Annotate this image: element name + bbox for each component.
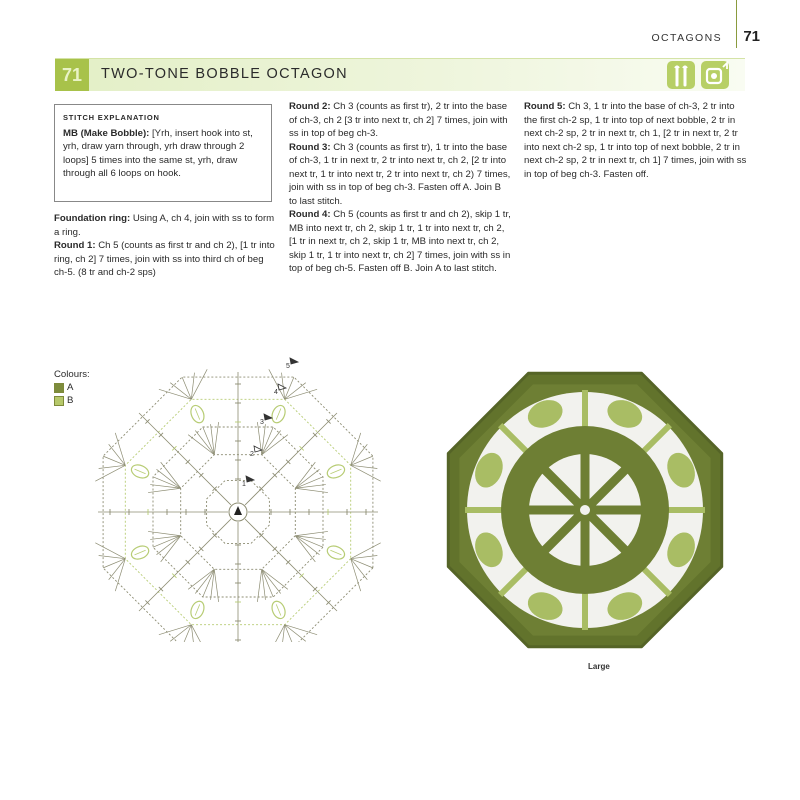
fan-stitch: [191, 373, 194, 400]
fan-stitch: [95, 543, 125, 559]
section-label: OCTAGONS: [651, 32, 722, 44]
foundation-label: Foundation ring:: [54, 213, 131, 224]
fan-stitch: [351, 543, 381, 559]
join-marker-icon: [278, 384, 286, 390]
photo-center-hole: [580, 505, 590, 515]
round-5-label: Round 5:: [524, 101, 566, 112]
fan-stitch: [269, 625, 285, 642]
round-number-label: 1: [242, 481, 246, 488]
treble-stitch: [139, 413, 231, 505]
foundation-text: Using A, ch 4, join with ss to form a ring.: [54, 213, 275, 238]
fan-stitch: [285, 625, 317, 635]
fan-stitch: [99, 465, 126, 468]
fan-stitch: [95, 465, 125, 481]
bobble-stitch-core: [330, 550, 341, 555]
fan-stitch: [351, 556, 378, 559]
bobble-stitch-core: [195, 409, 200, 420]
fan-stitch: [99, 556, 126, 559]
round-number-label: 2: [250, 451, 254, 458]
round-2-text: Ch 3 (counts as first tr), 2 tr into the base of ch-3, ch 2 [3 tr into next tr, ch 2] 7 times, join with ss in top of beg ch-3.: [289, 101, 508, 139]
instructions-column-2: [289, 100, 511, 276]
finished-octagon-photo: [420, 350, 750, 680]
pattern-title: TWO-TONE BOBBLE OCTAGON: [101, 66, 348, 82]
round-4-paragraph: [289, 208, 511, 276]
page-number: 71: [743, 28, 760, 45]
fan-stitch: [115, 559, 125, 591]
round-1-paragraph: [54, 239, 276, 280]
round-3-paragraph: [289, 141, 511, 209]
legend-label-b: B: [67, 395, 74, 406]
bobble-stitch-core: [195, 604, 200, 615]
join-marker-icon: [290, 358, 298, 364]
round-1-text: Ch 5 (counts as first tr and ch 2), [1 tr into ring, ch 2] 7 times, join with ss into third ch of beg ch-5. (8 tr and ch-2 sps): [54, 240, 275, 278]
stitch-spoke: [235, 522, 241, 642]
round-2-paragraph: [289, 100, 511, 141]
stitch-spoke: [98, 509, 228, 515]
round-1-label: Round 1:: [54, 240, 96, 251]
start-arrow-icon: [234, 506, 242, 515]
round-3-text: Ch 3 (counts as first tr), 1 tr into the base of ch-3, 1 tr in next tr, 2 tr into next tr, ch 2, [2 tr into next tr, 1 tr into next tr, 2 tr into next tr, ch 2) 7 times, join with ss in top of beg ch-3. Fasten off A. Join B to last stitch.: [289, 141, 511, 207]
legend-title: Colours:: [54, 369, 90, 380]
round-3-label: Round 3:: [289, 141, 331, 153]
fan-stitch: [159, 389, 191, 399]
fan-stitch: [351, 465, 381, 481]
fan-stitch: [351, 559, 361, 591]
hook-pair-icon: [667, 61, 695, 89]
fan-stitch: [191, 369, 207, 399]
round-number-label: 5: [286, 363, 290, 370]
fan-stitch: [191, 625, 207, 642]
join-marker-icon: [246, 476, 254, 482]
photo-caption: Large: [588, 662, 610, 671]
legend-swatch-a: [54, 383, 64, 393]
stitch-text: [Yrh, insert hook into st, yrh, draw yarn through, yrh draw through 2 loops] 5 times into the same st, yrh, draw through all 6 loops on hook.: [63, 127, 253, 179]
instructions-column-3: [524, 100, 750, 181]
round-4-label: Round 4:: [289, 209, 331, 220]
bobble-stitch-core: [135, 550, 146, 555]
bobble-stitch-core: [330, 469, 341, 474]
stitch-explanation-body: [63, 127, 263, 181]
legend-swatch-b: [54, 396, 64, 406]
fan-stitch: [159, 625, 191, 635]
stitch-spoke: [235, 372, 241, 502]
skill-icons: [667, 61, 729, 89]
running-head: [560, 28, 790, 48]
round-number-label: 3: [260, 419, 264, 426]
round-2-label: Round 2:: [289, 101, 331, 112]
stitch-term: MB (Make Bobble):: [63, 127, 150, 139]
round-4-text: Ch 5 (counts as first tr and ch 2), skip 1 tr, MB into next tr, ch 2, skip 1 tr, 1 tr into next tr, ch 2, [1 tr in next tr, ch 2, skip 1 tr, MB into next tr, ch 2, skip 1 tr, 1 tr into next tr, ch 2] 7 times, join with ss in top of beg ch-5. Fasten off B. Join A to last stitch.: [289, 209, 511, 274]
round-5-paragraph: [524, 100, 750, 181]
fan-stitch: [115, 433, 125, 465]
yarn-ball-icon: [701, 61, 731, 89]
stitch-spoke: [139, 413, 231, 505]
round-number-label: 4: [274, 389, 278, 396]
instructions-column-1: [54, 212, 276, 280]
foundation-ring-paragraph: [54, 212, 276, 239]
pattern-number: 71: [55, 59, 89, 91]
fan-stitch: [285, 389, 317, 399]
legend-label-a: A: [67, 382, 74, 393]
header-divider: [736, 0, 737, 48]
crochet-chart-diagram: [80, 346, 400, 642]
bobble-stitch-core: [276, 604, 281, 615]
stitch-spoke: [248, 509, 378, 515]
fan-stitch: [351, 433, 361, 465]
bobble-stitch-core: [276, 409, 281, 420]
stitch-explanation-heading: STITCH EXPLANATION: [63, 113, 160, 122]
bobble-stitch-core: [135, 469, 146, 474]
pattern-title-bar: [55, 58, 745, 91]
round-5-text: Ch 3, 1 tr into the base of ch-3, 2 tr into the first ch-2 sp, 1 tr into top of next bobble, 2 tr in next ch-2 sp, 2 tr in next tr, ch 1, [2 tr in next tr, 2 tr into next ch-2 sp, 1 tr into top of next bobble, 2 tr in next ch-2 sp, 2 tr in next tr, ch 1] 7 times, join with ss in top of beg ch-3. Fasten off.: [524, 101, 747, 180]
join-marker-icon: [264, 414, 272, 420]
fan-stitch: [351, 465, 378, 468]
stitch-explanation-box: [54, 104, 272, 202]
